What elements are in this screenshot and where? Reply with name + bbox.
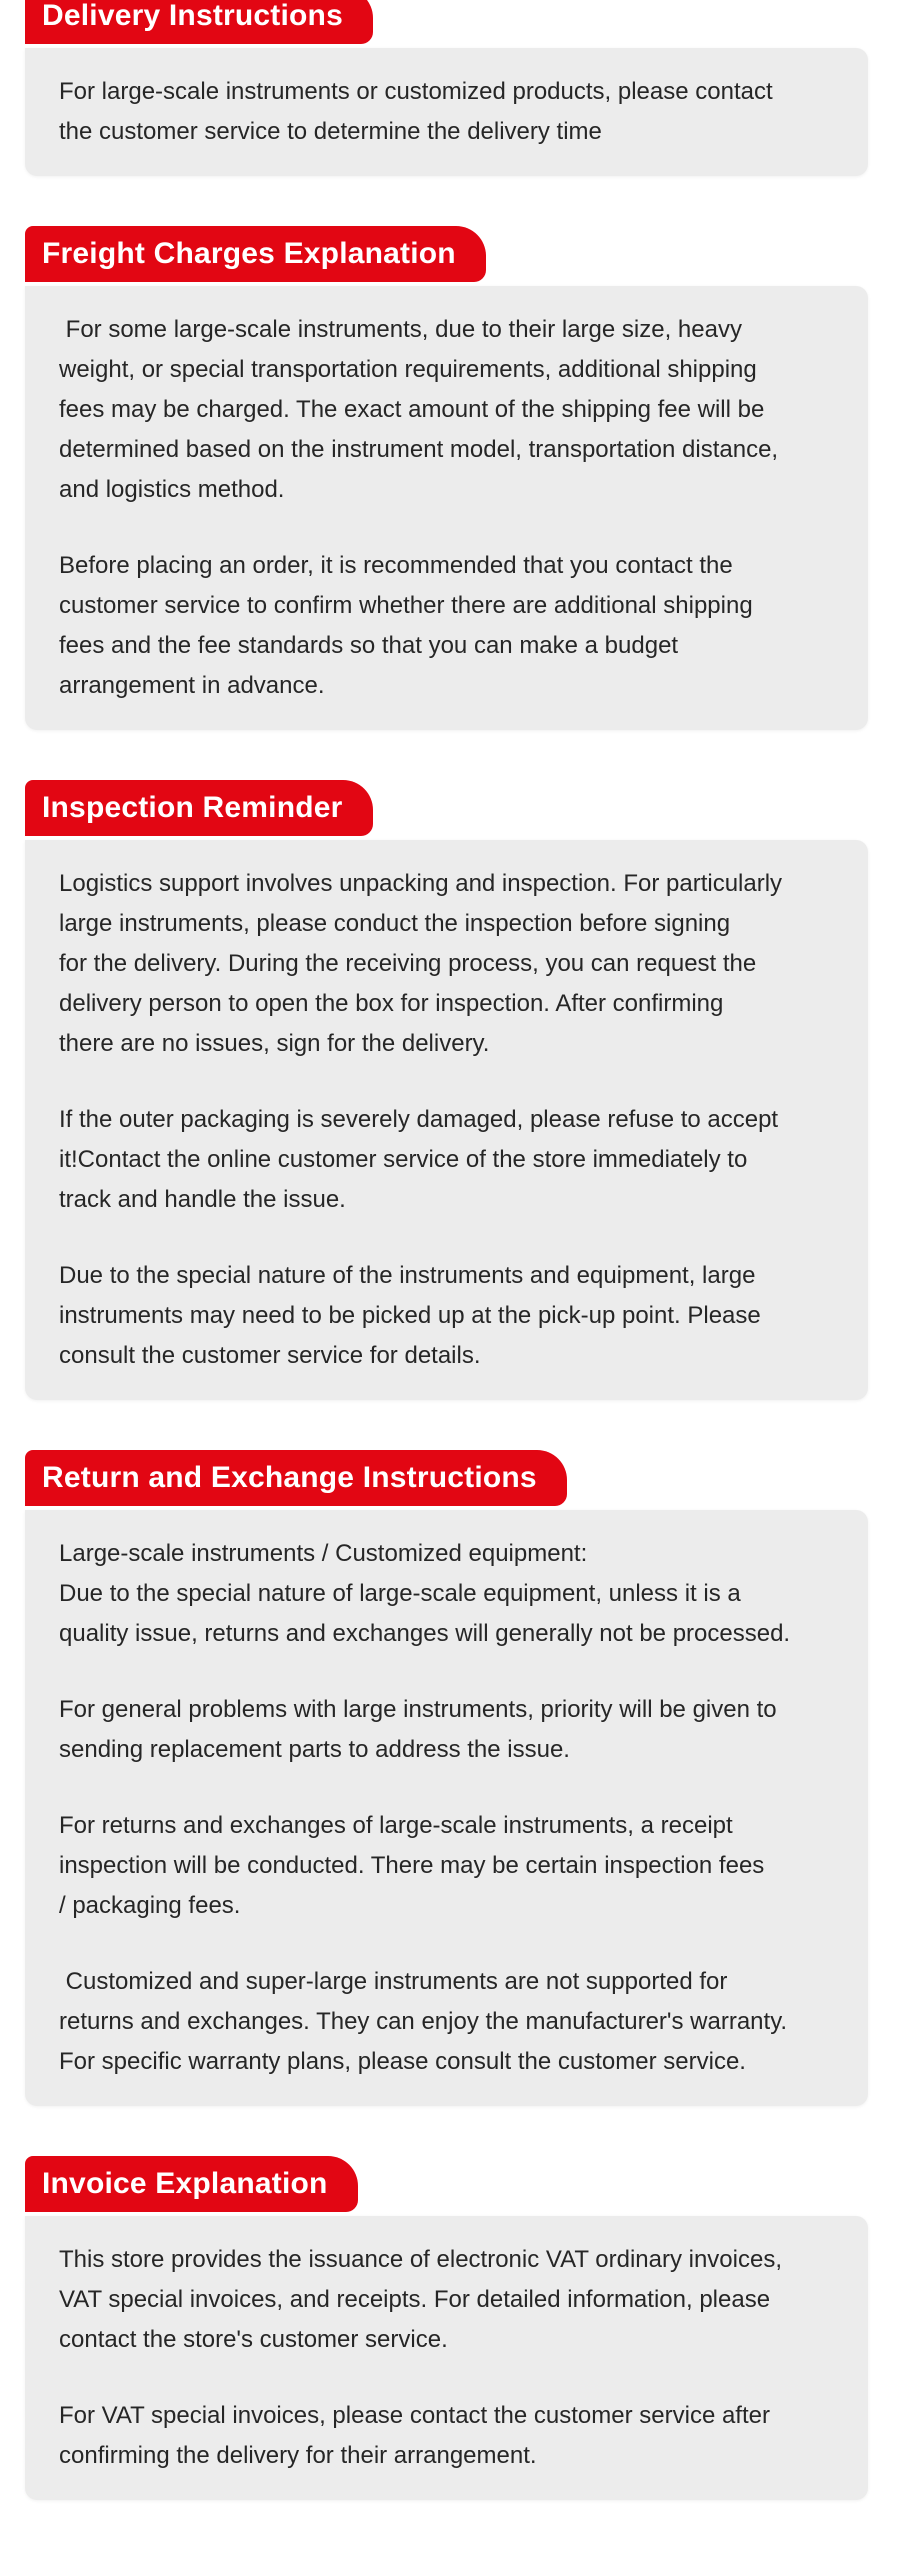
text-line: This store provides the issuance of electronic VAT ordinary invoices,	[59, 2246, 782, 2273]
section-title-banner	[25, 1450, 567, 1506]
paragraph	[59, 546, 858, 706]
text-line: For specific warranty plans, please consult the customer service.	[59, 2048, 746, 2075]
text-line: Due to the special nature of large-scale equipment, unless it is a	[59, 1580, 741, 1607]
text-line: fees and the fee standards so that you can make a budget	[59, 632, 679, 659]
text-line: For VAT special invoices, please contact the customer service after	[59, 2402, 770, 2429]
section-title-banner	[25, 780, 373, 836]
section-content-box	[25, 48, 868, 176]
text-line: For general problems with large instruments, priority will be given to	[59, 1696, 777, 1723]
section-title: Freight Charges Explanation	[42, 237, 456, 270]
section-invoice-explanation	[25, 2156, 868, 2500]
section-title: Return and Exchange Instructions	[42, 1461, 537, 1494]
section-title: Delivery Instructions	[42, 0, 343, 32]
paragraph	[59, 1690, 858, 1770]
text-line: delivery person to open the box for inspection. After confirming	[59, 990, 724, 1017]
section-content-box	[25, 2216, 868, 2500]
text-line: For some large-scale instruments, due to their large size, heavy	[59, 316, 742, 343]
text-line: Before placing an order, it is recommended that you contact the	[59, 552, 733, 579]
text-line: returns and exchanges. They can enjoy the manufacturer's warranty.	[59, 2008, 788, 2035]
text-line: instruments may need to be picked up at the pick-up point. Please	[59, 1302, 761, 1329]
text-line: For returns and exchanges of large-scale instruments, a receipt	[59, 1812, 733, 1839]
text-line: large instruments, please conduct the inspection before signing	[59, 910, 731, 937]
section-title: Invoice Explanation	[42, 2167, 328, 2200]
paragraph	[59, 1256, 858, 1376]
section-return-exchange	[25, 1450, 868, 2106]
text-line: and logistics method.	[59, 476, 285, 503]
text-line: Customized and super-large instruments are not supported for	[59, 1968, 728, 1995]
text-line: VAT special invoices, and receipts. For detailed information, please	[59, 2286, 771, 2313]
text-line: Large-scale instruments / Customized equipment:	[59, 1540, 588, 1567]
text-line: consult the customer service for details.	[59, 1342, 481, 1369]
section-title-banner	[25, 0, 373, 44]
paragraph	[59, 310, 858, 510]
text-line: inspection will be conducted. There may be certain inspection fees	[59, 1852, 765, 1879]
section-content-box	[25, 286, 868, 730]
paragraph	[59, 1100, 858, 1220]
paragraph	[59, 2396, 858, 2476]
paragraph	[59, 2240, 858, 2360]
section-inspection-reminder	[25, 780, 868, 1400]
text-line: For large-scale instruments or customized products, please contact	[59, 78, 773, 105]
section-delivery-instructions	[25, 0, 868, 176]
section-content-box	[25, 840, 868, 1400]
text-line: confirming the delivery for their arrangement.	[59, 2442, 537, 2469]
text-line: arrangement in advance.	[59, 672, 325, 699]
section-freight-charges	[25, 226, 868, 730]
text-line: / packaging fees.	[59, 1892, 241, 1919]
text-line: quality issue, returns and exchanges will generally not be processed.	[59, 1620, 791, 1647]
text-line: there are no issues, sign for the delivery.	[59, 1030, 490, 1057]
section-title-banner	[25, 226, 486, 282]
paragraph	[59, 864, 858, 1064]
paragraph	[59, 1962, 858, 2082]
text-line: for the delivery. During the receiving process, you can request the	[59, 950, 757, 977]
paragraph	[59, 72, 858, 152]
text-line: determined based on the instrument model, transportation distance,	[59, 436, 779, 463]
text-line: it!Contact the online customer service of the store immediately to	[59, 1146, 748, 1173]
text-line: track and handle the issue.	[59, 1186, 346, 1213]
text-line: the customer service to determine the delivery time	[59, 118, 602, 145]
section-title-banner	[25, 2156, 358, 2212]
text-line: Due to the special nature of the instruments and equipment, large	[59, 1262, 756, 1289]
text-line: fees may be charged. The exact amount of the shipping fee will be	[59, 396, 765, 423]
section-title: Inspection Reminder	[42, 791, 343, 824]
text-line: weight, or special transportation requirements, additional shipping	[59, 356, 757, 383]
text-line: Logistics support involves unpacking and inspection. For particularly	[59, 870, 783, 897]
text-line: If the outer packaging is severely damaged, please refuse to accept	[59, 1106, 779, 1133]
paragraph	[59, 1806, 858, 1926]
text-line: customer service to confirm whether there are additional shipping	[59, 592, 753, 619]
section-content-box	[25, 1510, 868, 2106]
text-line: contact the store's customer service.	[59, 2326, 448, 2353]
text-line: sending replacement parts to address the issue.	[59, 1736, 570, 1763]
paragraph	[59, 1534, 858, 1654]
